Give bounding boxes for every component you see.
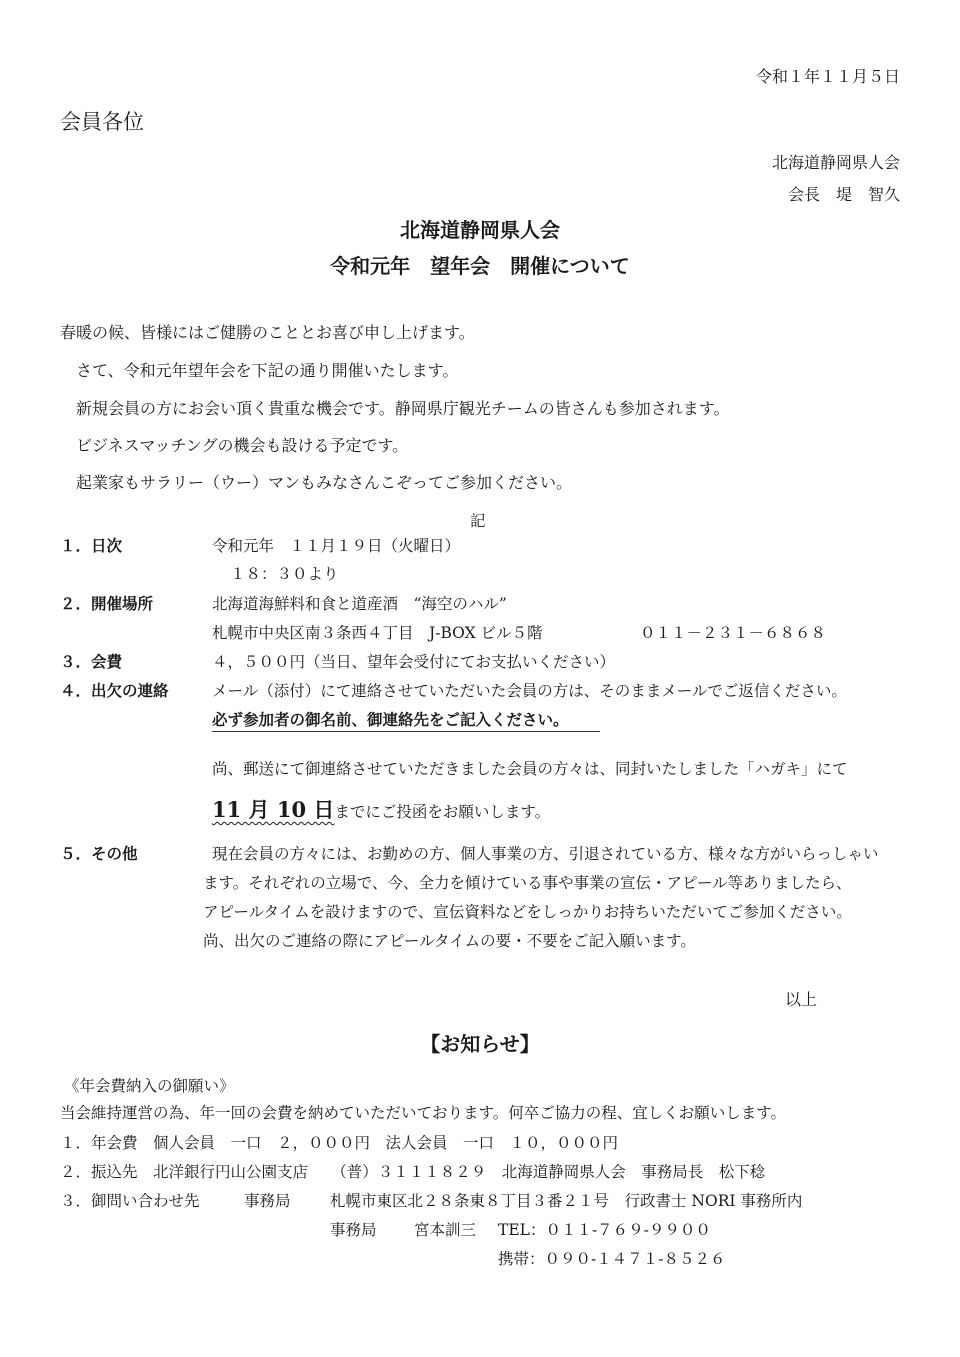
- closing-ijou: 以上: [785, 990, 818, 1009]
- item-rsvp-line-1: メール（添付）にて連絡させていただいた会員の方は、そのままメールでご返信ください。: [212, 682, 847, 700]
- sender-name: 会長 堤 智久: [787, 185, 900, 204]
- item-venue-address: 札幌市中央区南３条西４丁目 J-BOX ビル５階: [212, 624, 543, 642]
- item-fee-label: ３．会費: [60, 652, 123, 671]
- item-rsvp-label: ４．出欠の連絡: [60, 681, 169, 700]
- item-date-label: １．日次: [60, 536, 123, 555]
- item-other-line: 尚、出欠のご連絡の際にアピールタイムの要・不要をご記入願います。: [203, 932, 696, 950]
- intro-line: ビジネスマッチングの機会も設ける予定です。: [76, 436, 409, 455]
- item-other-line: ます。それぞれの立場で、今、全力を傾けている事や事業の宣伝・アピール等ありましたら、: [203, 874, 852, 892]
- notice-fee-line: １．年会費 個人会員 一口 ２，０００円 法人会員 一口 １０，０００円: [60, 1134, 619, 1152]
- notice-transfer-line: ２．振込先 北洋銀行円山公園支店 （普）３１１１８２９ 北海道静岡県人会 事務局長 松下稔: [60, 1163, 766, 1181]
- rsvp-deadline-suffix: までにご投函をお願いします。: [334, 803, 551, 821]
- item-other-label: ５．その他: [60, 844, 138, 863]
- item-venue-name: 北海道海鮮料和食と道産酒 “海空のハル”: [212, 595, 507, 613]
- notice-mobile: 携帯：０９０-１４７１-８５２６: [498, 1250, 726, 1268]
- item-other-line: アピールタイムを設けますので、宣伝資料などをしっかりお持ちいただいてご参加ください。: [203, 903, 852, 921]
- rsvp-deadline-date: 11 月 10 日: [212, 797, 335, 822]
- intro-line: 起業家もサラリー（ウー）マンもみなさんこぞってご参加ください。: [76, 473, 573, 492]
- notice-contact-address: 札幌市東区北２８条東８丁目３番２１号 行政書士 NORI 事務所内: [330, 1192, 803, 1210]
- notice-text: 当会維持運営の為、年一回の会費を納めていただいております。何卒ご協力の程、宜しくお願いします。: [60, 1104, 787, 1122]
- notice-heading: 【お知らせ】: [420, 1032, 540, 1056]
- title-line-2: 令和元年 望年会 開催について: [330, 254, 630, 278]
- notice-contact-label: ３．御問い合わせ先: [60, 1192, 200, 1210]
- document-date: 令和１年１１月５日: [755, 67, 900, 86]
- intro-line: 新規会員の方にお会い頂く貴重な機会です。静岡県庁観光チームの皆さんも参加されます。: [76, 399, 730, 418]
- notice-tel: TEL：０１１-７６９-９９００: [498, 1221, 711, 1239]
- ki-heading: 記: [470, 512, 486, 530]
- addressee: 会員各位: [60, 110, 144, 134]
- item-venue-label: ２．開催場所: [60, 594, 154, 613]
- notice-contact-office-2: 事務局: [330, 1221, 377, 1239]
- notice-contact-office: 事務局: [244, 1192, 291, 1210]
- sender-organization: 北海道静岡県人会: [771, 153, 900, 172]
- item-date-time: １８：３０より: [230, 565, 339, 583]
- intro-line: 春暖の候、皆様にはご健勝のこととお喜び申し上げます。: [60, 323, 475, 342]
- item-venue-phone: ０１１－２３１－６８６８: [640, 624, 827, 642]
- notice-contact-person: 宮本訓三: [414, 1221, 477, 1239]
- intro-line: さて、令和元年望年会を下記の通り開催いたします。: [76, 361, 459, 380]
- item-date-value: 令和元年 １１月１９日（火曜日）: [212, 537, 461, 555]
- item-fee-value: ４，５００円（当日、望年会受付にてお支払いください）: [212, 653, 616, 671]
- item-rsvp-line-2: 必ず参加者の御名前、御連絡先をご記入ください。: [212, 710, 569, 729]
- notice-subheading: 《年会費納入の御願い》: [64, 1077, 235, 1095]
- rsvp-deadline-row: [212, 794, 550, 824]
- item-rsvp-line-3: 尚、郵送にて御連絡させていただきました会員の方々は、同封いたしました「ハガキ」にて: [212, 760, 848, 778]
- title-line-1: 北海道静岡県人会: [400, 218, 560, 242]
- rsvp-underline: [212, 731, 600, 732]
- item-other-line: 現在会員の方々には、お勤めの方、個人事業の方、引退されている方、様々な方がいらっしゃい: [212, 845, 879, 863]
